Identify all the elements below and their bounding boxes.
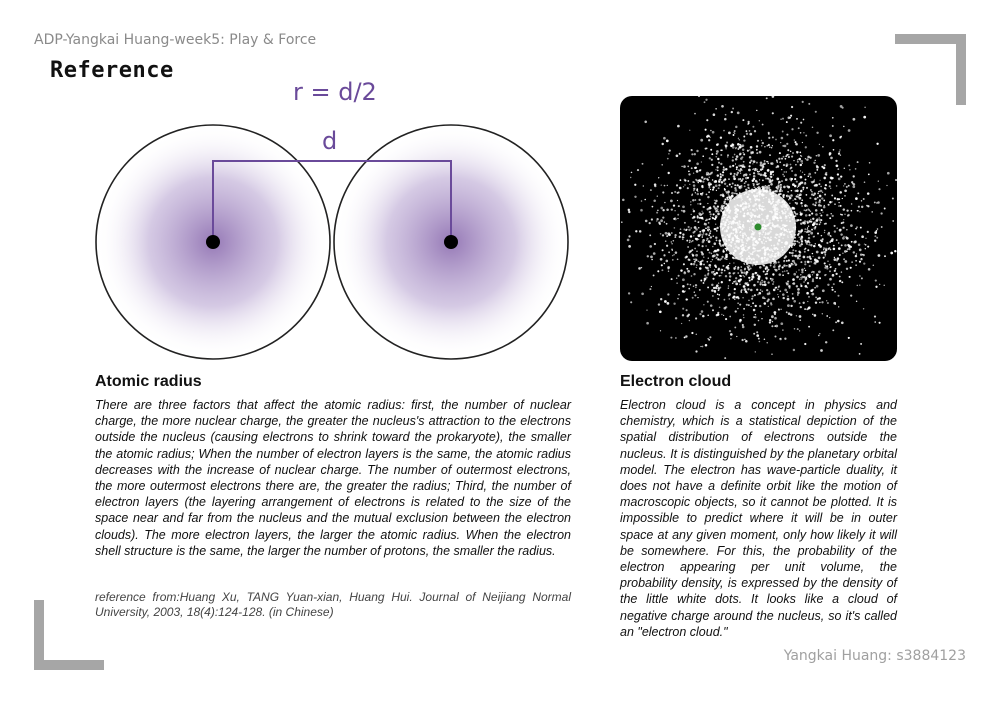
section-title: Reference — [50, 58, 174, 83]
nucleus-right — [444, 235, 458, 249]
atomic-radius-body: There are three factors that affect the atomic radius: first, the number of nuclear charge, the more nuclear charge, the greater the nucleus's attraction to the electrons outside the nucleus (causing electrons to shrink toward the prokaryote), the smaller the atomic radius; When the number of electron layers is the same, the atomic radius decreases with the increase of nuclear charge. The number of outermost electrons, the more outermost electrons there are, the greater the radius; Third, the number of electron layers (the layering arrangement of electrons is related to the size of the space near and far from the nucleus and the mutual exclusion between the electron clouds). The more electron layers, the larger the atomic radius. When the electron shell structure is the same, the larger the number of protons, the smaller the radius. — [95, 398, 571, 558]
atomic-radius-heading: Atomic radius — [95, 373, 202, 390]
electron-cloud-body: Electron cloud is a concept in physics and chemistry, which is a statistical depiction of the spatial distribution of electrons outside the nucleus. It is distinguished by the planetary orbital model. The electron has wave-particle duality, it does not have a definite orbit like the motion of macroscopic objects, so it cannot be plotted. It is impossible to predict where it will be in outer space at any given moment, only how likely it will be somewhere. For this, the probability of the electron appearing per unit volume, the probability density, is expressed by the density of the little white dots. It looks like a cloud of negative charge around the nucleus, so it's called an "electron cloud." — [620, 398, 897, 639]
distance-label: d — [322, 127, 338, 155]
nucleus-left — [206, 235, 220, 249]
radius-formula: r = d/2 — [293, 78, 377, 106]
atomic-radius-diagram — [90, 120, 575, 370]
electron-cloud-image — [620, 96, 897, 361]
reference-citation: reference from:Huang Xu, TANG Yuan-xian, Huang Hui. Journal of Neijiang Normal University, 2003, 18(4):124-128. (in Chinese) — [95, 590, 571, 619]
electron-cloud-heading: Electron cloud — [620, 373, 732, 390]
page-header: ADP-Yangkai Huang-week5: Play & Force — [34, 32, 317, 48]
author-footer: Yangkai Huang: s3884123 — [783, 648, 966, 664]
